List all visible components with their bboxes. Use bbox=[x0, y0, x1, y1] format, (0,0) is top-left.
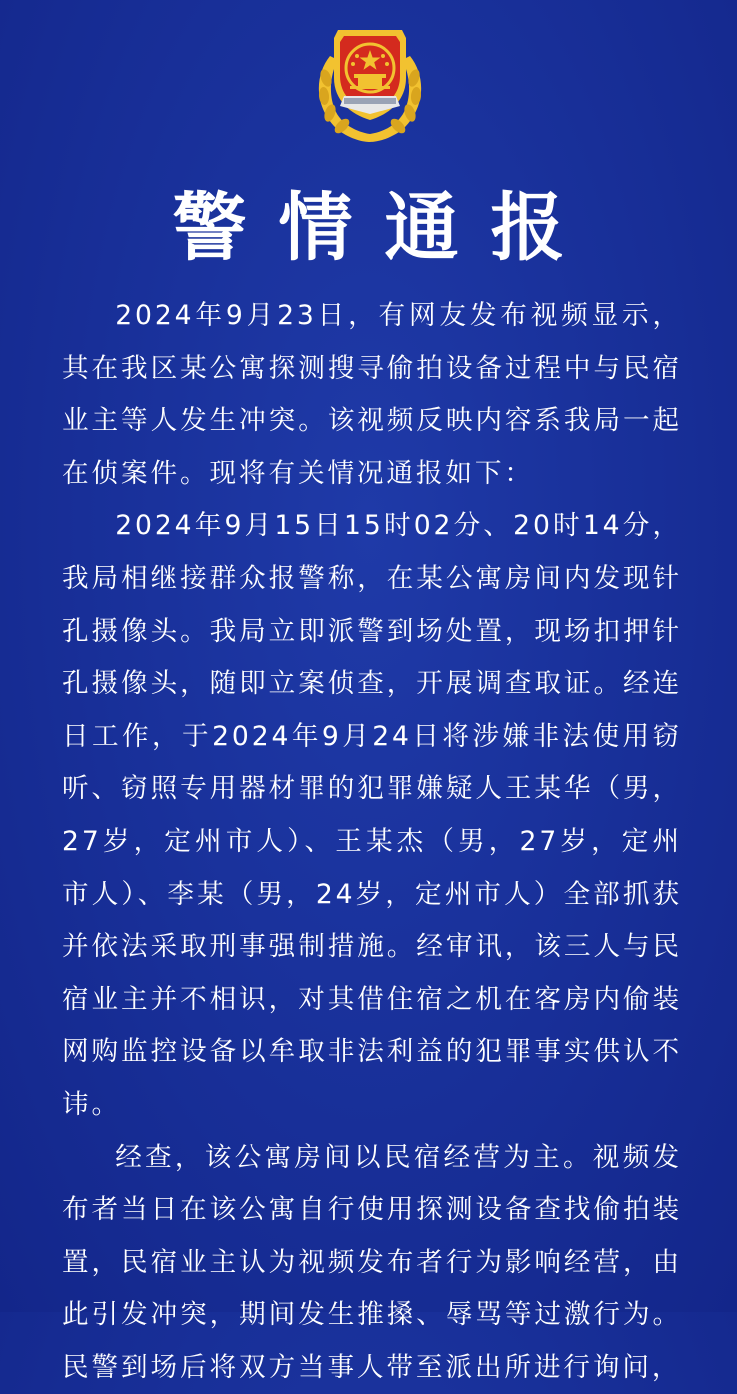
paragraph-1: 2024年9月23日，有网友发布视频显示，其在我区某公寓探测搜寻偷拍设备过程中与民宿业主等人发生冲突。该视频反映内容系我局一起在侦案件。现将有关情况通报如下： bbox=[62, 290, 682, 500]
police-emblem-icon bbox=[308, 16, 432, 148]
page-title: 警情通报 bbox=[0, 180, 737, 276]
paragraph-2: 2024年9月15日15时02分、20时14分，我局相继接群众报警称，在某公寓房间内发现针孔摄像头。我局立即派警到场处置，现场扣押针孔摄像头，随即立案侦查，开展调查取证。经连日工作，于2024年9月24日将涉嫌非法使用窃听、窃照专用器材罪的犯罪嫌疑人王某华（男，27岁，定州市人）、王某杰（男，27岁，定州市人）、李某（男，24岁，定州市人）全部抓获并依法采取刑事强制措施。经审讯，该三人与民宿业主并不相识，对其借住宿之机在客房内偷装网购监控设备以牟取非法利益的犯罪事实供认不讳。 bbox=[62, 500, 682, 1131]
police-emblem bbox=[308, 16, 432, 148]
paragraph-3: 经查，该公寓房间以民宿经营为主。视频发布者当日在该公寓自行使用探测设备查找偷拍装置，民宿业主认为视频发布者行为影响经营，由此引发冲突，期间发生推搡、辱骂等过激行为。民警到场后将双方当事人带至派出所进行询问， bbox=[62, 1132, 682, 1394]
notice-body bbox=[62, 290, 682, 1394]
